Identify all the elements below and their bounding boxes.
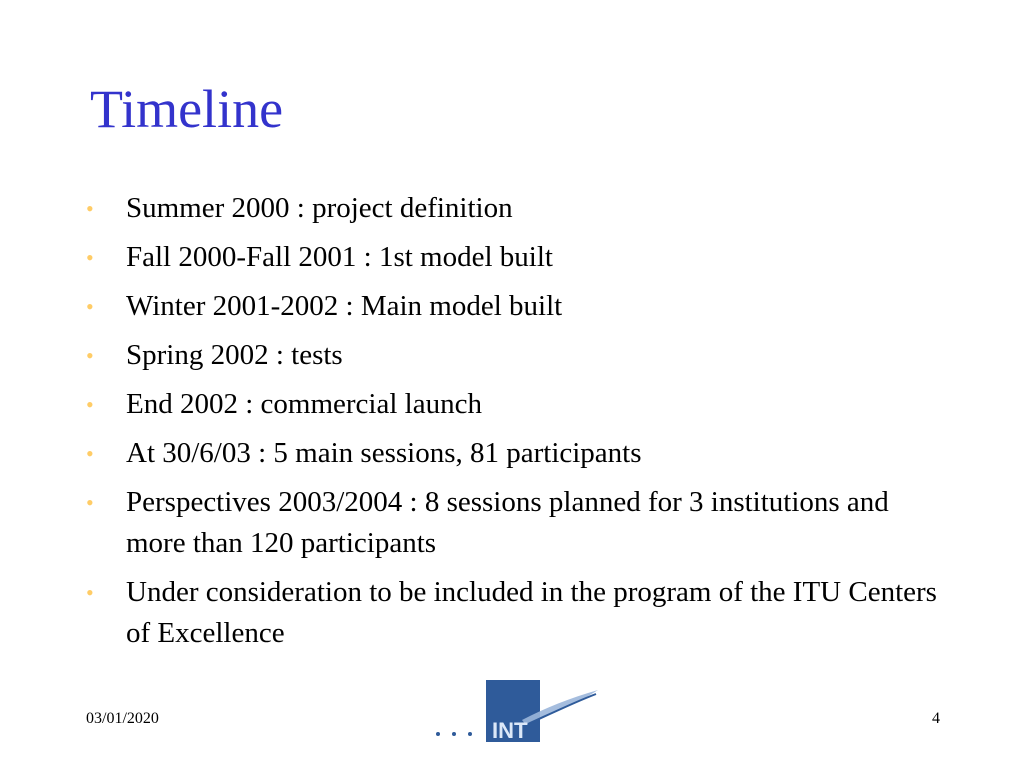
- bullet-item: [86, 433, 946, 474]
- int-logo: [430, 680, 600, 742]
- bullet-dot-icon: •: [86, 392, 94, 417]
- bullet-text: Perspectives 2003/2004 : 8 sessions planned for 3 institutions and more than 120 participants: [126, 486, 889, 559]
- bullet-item: [86, 335, 946, 376]
- bullet-list: [86, 188, 946, 662]
- footer-date: 03/01/2020: [86, 710, 159, 727]
- bullet-dot-icon: •: [86, 580, 94, 605]
- slide-title: Timeline: [90, 79, 284, 139]
- bullet-item: [86, 286, 946, 327]
- bullet-item: [86, 237, 946, 278]
- bullet-dot-icon: •: [86, 294, 94, 319]
- bullet-dot-icon: •: [86, 245, 94, 270]
- bullet-text: Winter 2001-2002 : Main model built: [126, 290, 563, 322]
- page-number: 4: [932, 710, 940, 727]
- logo-text: INT: [492, 718, 528, 742]
- bullet-text: Summer 2000 : project definition: [126, 192, 513, 224]
- bullet-item: [86, 384, 946, 425]
- bullet-text: At 30/6/03 : 5 main sessions, 81 participants: [126, 437, 642, 469]
- bullet-text: End 2002 : commercial launch: [126, 388, 482, 420]
- bullet-dot-icon: •: [86, 441, 94, 466]
- logo-dot: [468, 732, 472, 736]
- bullet-text: Fall 2000-Fall 2001 : 1st model built: [126, 241, 553, 273]
- bullet-dot-icon: •: [86, 490, 94, 515]
- bullet-item: [86, 482, 946, 564]
- bullet-item: [86, 188, 946, 229]
- bullet-dot-icon: •: [86, 196, 94, 221]
- bullet-text: Spring 2002 : tests: [126, 339, 343, 371]
- bullet-text: Under consideration to be included in the program of the ITU Centers of Excellence: [126, 576, 937, 649]
- logo-dot: [436, 732, 440, 736]
- bullet-item: [86, 572, 946, 654]
- logo-dot: [452, 732, 456, 736]
- bullet-dot-icon: •: [86, 343, 94, 368]
